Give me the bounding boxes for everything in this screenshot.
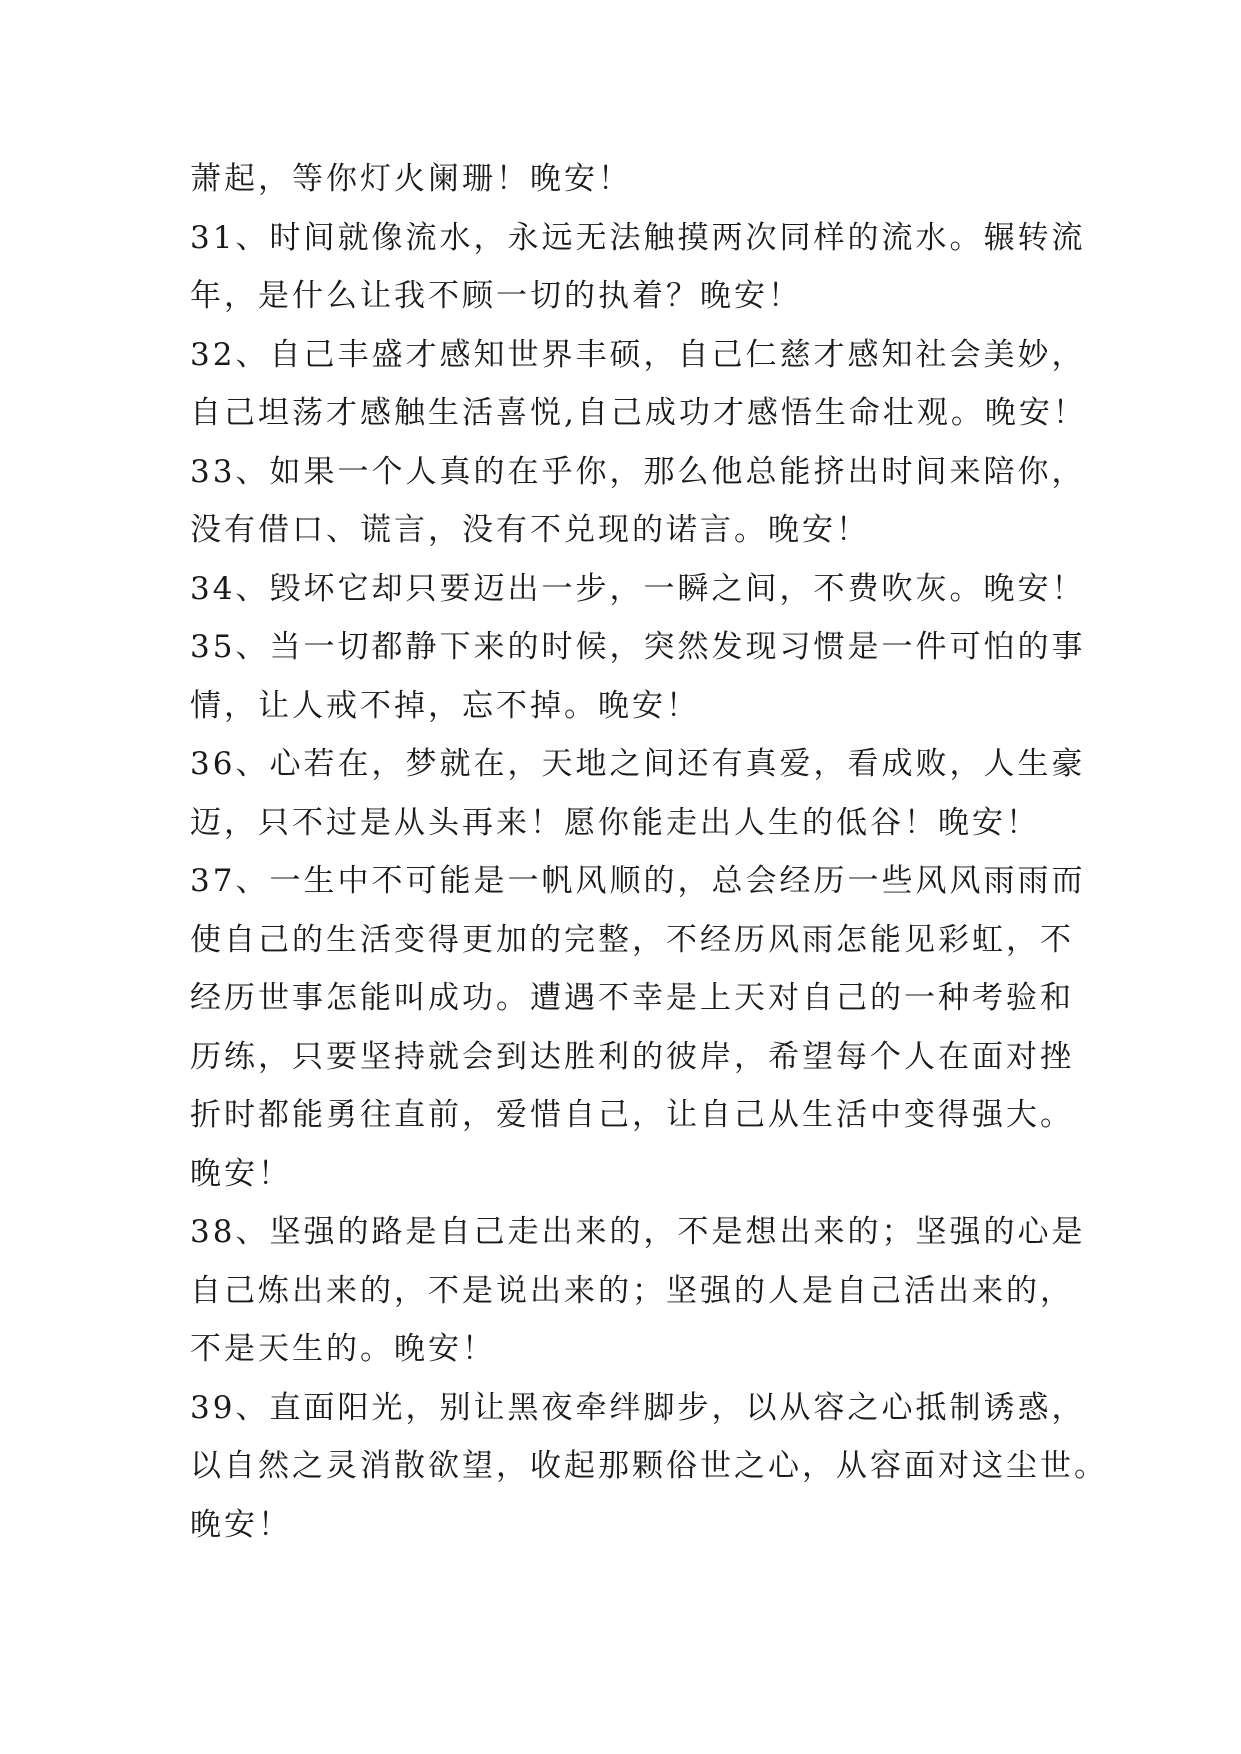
text-line: 31、时间就像流水，永远无法触摸两次同样的流水。辗转流 [190, 219, 1086, 256]
text-line: 晚安！ [190, 1155, 292, 1192]
text-line: 36、心若在，梦就在，天地之间还有真爱，看成败，人生豪 [190, 746, 1086, 782]
text-line: 33、如果一个人真的在乎你，那么他总能挤出时间来陪你， [190, 453, 1086, 490]
text-line: 经历世事怎能叫成功。遭遇不幸是上天对自己的一种考验和 [190, 980, 1074, 1016]
text-line: 不是天生的。晚安！ [190, 1331, 496, 1367]
text-line: 年，是什么让我不顾一切的执着？晚安！ [190, 278, 802, 314]
text-line: 折时都能勇往直前，爱惜自己，让自己从生活中变得强大。 [190, 1097, 1074, 1133]
text-line: 38、坚强的路是自己走出来的，不是想出来的；坚强的心是 [190, 1214, 1086, 1250]
text-line: 迈，只不过是从头再来！愿你能走出人生的低谷！晚安！ [190, 804, 1040, 841]
text-line: 37、一生中不可能是一帆风顺的，总会经历一些风风雨雨而 [190, 863, 1086, 899]
text-line: 情，让人戒不掉，忘不掉。晚安！ [190, 687, 700, 724]
text-line: 32、自己丰盛才感知世界丰硕，自己仁慈才感知社会美妙， [190, 336, 1086, 373]
document-body [190, 150, 1108, 1554]
text-line: 使自己的生活变得更加的完整，不经历风雨怎能见彩虹，不 [190, 921, 1074, 958]
text-line: 自己坦荡才感触生活喜悦,自己成功才感悟生命壮观。晚安！ [190, 395, 1087, 431]
text-line: 34、毁坏它却只要迈出一步，一瞬之间，不费吹灰。晚安！ [190, 570, 1086, 607]
text-line: 以自然之灵消散欲望，收起那颗俗世之心，从容面对这尘世。 [190, 1448, 1108, 1484]
text-line: 晚安！ [190, 1506, 292, 1543]
text-line: 35、当一切都静下来的时候，突然发现习惯是一件可怕的事 [190, 629, 1086, 665]
text-line: 自己炼出来的，不是说出来的；坚强的人是自己活出来的， [190, 1272, 1074, 1309]
text-line: 没有借口、谎言，没有不兑现的诺言。晚安！ [190, 512, 870, 548]
text-line: 39、直面阳光，别让黑夜牵绊脚步，以从容之心抵制诱惑， [190, 1389, 1086, 1426]
text-line: 萧起，等你灯火阑珊！晚安！ [190, 161, 632, 197]
text-line: 历练，只要坚持就会到达胜利的彼岸，希望每个人在面对挫 [190, 1038, 1074, 1075]
